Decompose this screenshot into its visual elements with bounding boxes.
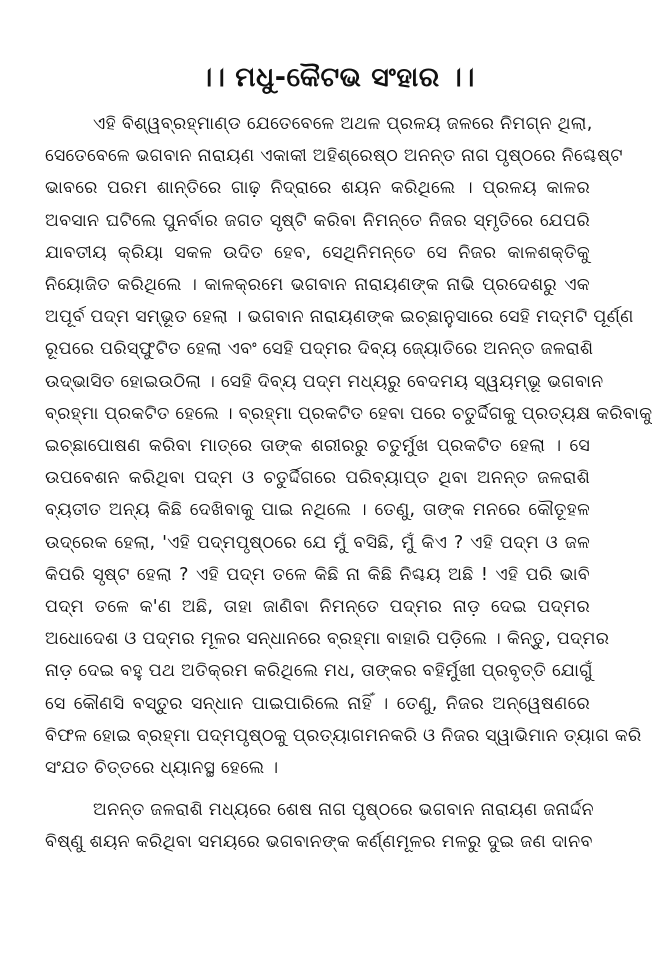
text-line: ଉପବେଶନ କରିଥିବା ପଦ୍ମ ଓ ଚତୁର୍ଦ୍ଦିଗରେ ପରିବ୍ୟାପ୍ତ ଥିବା ଅନନ୍ତ ଜଳରାଶି: [45, 468, 590, 489]
text-line: ନିୟୋଜିତ କରିଥିଲେ । କାଳକ୍ରମେ ଭଗବାନ ନାରାୟଣଙ୍କ ନାଭି ପ୍ରଦେଶରୁ ଏକ: [45, 275, 590, 296]
text-line: ବ୍ୟତୀତ ଅନ୍ୟ କିଛି ଦେଖିବାକୁ ପାଇ ନଥିଲେ । ତେଣୁ, ତାଙ୍କ ମନରେ କୌତୂହଳ: [45, 500, 590, 521]
paragraph-2: [45, 794, 594, 858]
text-line: ବିଷ୍ଣୁ ଶୟନ କରିଥିବା ସମୟରେ ଭଗବାନଙ୍କ କର୍ଣ୍ଣମୂଳର ମଳରୁ ଦୁଇ ଜଣ ଦାନବ: [45, 832, 593, 853]
text-line: ସଂଯତ ଚିତ୍ତରେ ଧ୍ୟାନସ୍ଥ ହେଲେ ।: [45, 758, 279, 779]
text-line: ସେ କୌଣସି ବସ୍ତୁର ସନ୍ଧାନ ପାଇପାରିଲେ ନାହିଁ । ତେଣୁ, ନିଜର ଅନ୍ୱେଷଣରେ: [45, 693, 590, 714]
text-line: ଅଧୋଦେଶ ଓ ପଦ୍ମର ମୂଳର ସନ୍ଧାନରେ ବ୍ରହ୍ମା ବାହାରି ପଡ଼ିଲେ । କିନ୍ତୁ, ପଦ୍ମର: [45, 629, 610, 650]
text-line: ଅପୂର୍ବ ପଦ୍ମ ସମ୍ଭୂତ ହେଲା । ଭଗବାନ ନାରାୟଣଙ୍କ ଇଚ୍ଛାନୁସାରେ ସେହି ମଦ୍ମଟି ପୂର୍ଣ୍ଣ: [45, 307, 634, 328]
chapter-title: ।। ମଧୁ-କୈଟଭ ସଂହାର ।।: [200, 62, 475, 93]
text-line: ଅବସାନ ଘଟିଲେ ପୁନର୍ବାର ଜଗତ ସୃଷ୍ଟି କରିବା ନିମନ୍ତେ ନିଜର ସ୍ମୃତିରେ ଯେପରି: [45, 210, 590, 231]
text-line: ବିଫଳ ହୋଇ ବ୍ରହ୍ମା ପଦ୍ମପୃଷ୍ଠକୁ ପ୍ରତ୍ୟାଗମନକରି ଓ ନିଜର ସ୍ୱାଭିମାନ ତ୍ୟାଗ କରି: [45, 725, 642, 746]
text-line: ନାଡ଼ ଦେଇ ବହୁ ପଥ ଅତିକ୍ରମ କରିଥିଲେ ମଧ, ତାଙ୍କର ବହିର୍ମୁଖୀ ପ୍ରବୃତ୍ତି ଯୋଗୁଁ: [45, 661, 593, 682]
text-line: ଏହି ବିଶ୍ୱବ୍ରହ୍ମାଣ୍ଡ ଯେତେବେଳେ ଅଥଳ ପ୍ରଳୟ ଜଳରେ ନିମଗ୍ନ ଥିଲା,: [93, 114, 593, 134]
paragraph-1: [45, 108, 652, 784]
text-line: ଭାବରେ ପରମ ଶାନ୍ତିରେ ଗାଢ଼ ନିଦ୍ରାରେ ଶୟନ କରିଥିଲେ । ପ୍ରଳୟ କାଳର: [45, 178, 590, 199]
text-line: ବ୍ରହ୍ମା ପ୍ରକଟିତ ହେଲେ । ବ୍ରହ୍ମା ପ୍ରକଟିତ ହେବା ପରେ ଚତୁର୍ଦ୍ଦିଗକୁ ପ୍ରତ୍ୟକ୍ଷ କରିବାକୁ: [45, 403, 652, 424]
text-line: ଉଦ୍‌ଭାସିତ ହୋଇଉଠିଲା । ସେହି ଦିବ୍ୟ ପଦ୍ମ ମଧ୍ୟରୁ ବେଦମୟ ସ୍ୱୟମ୍ଭୂ ଭଗବାନ: [45, 371, 604, 392]
text-line: ଅନନ୍ତ ଜଳରାଶି ମଧ୍ୟରେ ଶେଷ ନାଗ ପୃଷ୍ଠରେ ଭଗବାନ ନାରାୟଣ ଜନାର୍ଦ୍ଦନ: [93, 800, 594, 821]
text-line: ପଦ୍ମ ତଳେ କ'ଣ ଅଛି, ତାହା ଜାଣିବା ନିମନ୍ତେ ପଦ୍ମର ନାଡ଼ ଦେଇ ପଦ୍ମର: [45, 597, 590, 618]
text-line: ଉଦ୍ରେକ ହେଲା, 'ଏହି ପଦ୍ମପୃଷ୍ଠରେ ଯେ ମୁଁ ବସିଛି, ମୁଁ କିଏ ? ଏହି ପଦ୍ମ ଓ ଜଳ: [45, 532, 590, 553]
text-line: ଯାବତୀୟ କ୍ରିୟା ସକଳ ଉଦିତ ହେବ, ସେଥିନିମନ୍ତେ ସେ ନିଜର କାଳଶକ୍ତିକୁ: [45, 242, 590, 263]
text-line: ରୂପରେ ପରିସ୍ଫୁଟିତ ହେଲା ଏବଂ ସେହି ପଦ୍ମର ଦିବ୍ୟ ଜ୍ୟୋତିରେ ଅନନ୍ତ ଜଳରାଶି: [45, 339, 594, 360]
text-line: ସେତେବେଳେ ଭଗବାନ ନାରାୟଣ ଏକାକୀ ଅହିଶ୍ରେଷ୍ଠ ଅନନ୍ତ ନାଗ ପୃଷ୍ଠରେ ନିଶ୍ଚେଷ୍ଟ: [45, 146, 623, 167]
text-line: ଇଚ୍ଛାପୋଷଣ କରିବା ମାତ୍ରେ ତାଙ୍କ ଶରୀରରୁ ଚତୁର୍ମୁଖ ପ୍ରକଟିତ ହେଲା । ସେ: [45, 436, 590, 457]
text-line: କିପରି ସୃଷ୍ଟ ହେଲା ? ଏହି ପଦ୍ମ ତଳେ କିଛି ନା କିଛି ନିଶ୍ଚୟ ଅଛି ! ଏହି ପରି ଭାବି: [45, 564, 590, 585]
